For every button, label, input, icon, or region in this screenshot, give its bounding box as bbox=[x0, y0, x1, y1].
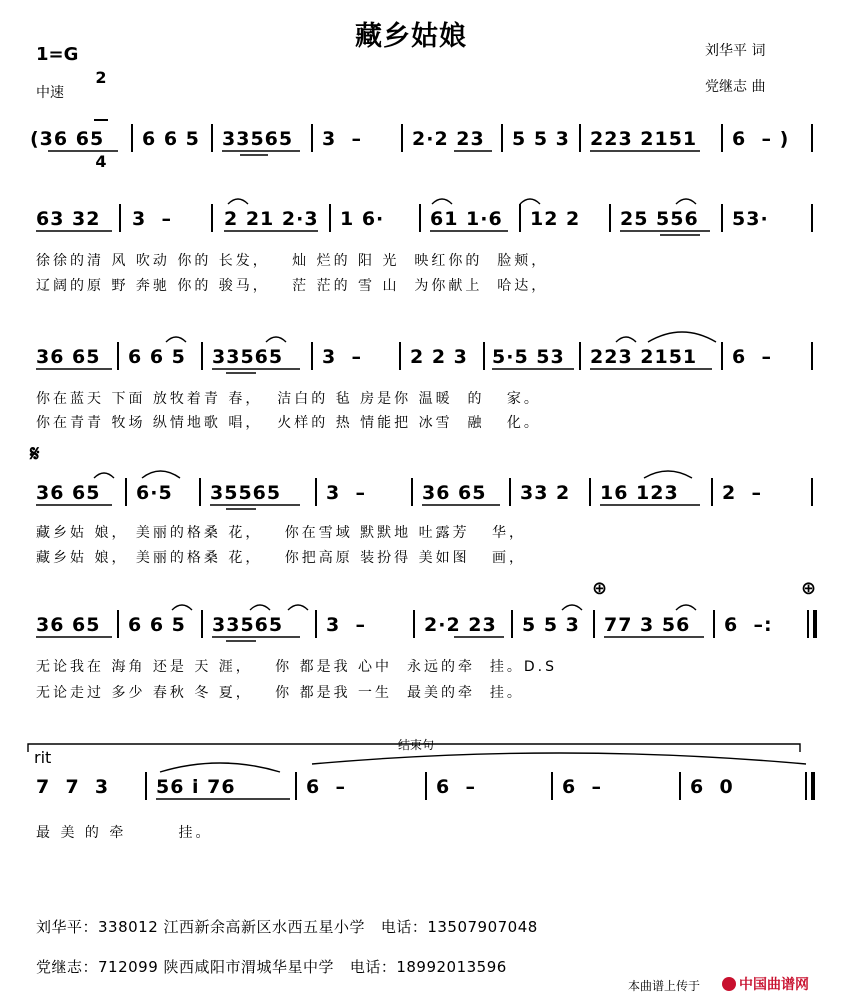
lyric-line-2: 辽阔的原 野 奔驰 你的 骏马， 茫 茫的 雪 山 为你献上 哈达， bbox=[36, 278, 549, 294]
upload-note: 本曲谱上传于 bbox=[628, 979, 701, 993]
lyric-line-2: 你在青青 牧场 纵情地歌 唱， 火样的 热 情能把 冰雪 融 化。 bbox=[36, 415, 541, 431]
measure: 56 i 76 bbox=[156, 776, 236, 798]
measure: 3 – bbox=[322, 346, 362, 368]
measure: 6 – ) bbox=[732, 128, 790, 150]
time-numerator: 2 bbox=[95, 68, 107, 87]
coda-sign: ⊕ bbox=[592, 578, 608, 599]
measure: 3 – bbox=[132, 208, 172, 230]
lyric-line-1: 藏乡姑 娘， 美丽的格桑 花， 你在雪域 默默地 吐露芳 华， bbox=[36, 525, 526, 541]
lyric-line-1: 最 美 的 牵 挂。 bbox=[36, 825, 213, 841]
measure: 35565 bbox=[210, 482, 282, 504]
measure: 5 5 3 bbox=[512, 128, 570, 150]
lyric-line-1: 无论我在 海角 还是 天 涯， 你 都是我 心中 永远的牵 挂。D.S bbox=[36, 659, 557, 675]
rit-marking: rit bbox=[34, 748, 52, 767]
brand-logo[interactable] bbox=[722, 974, 809, 994]
measure: 2·2 23 bbox=[424, 614, 497, 636]
measure: 6 – bbox=[436, 776, 476, 798]
measure: 53· bbox=[732, 208, 769, 230]
measure: 33565 bbox=[212, 346, 284, 368]
measure: 2 2 3 bbox=[410, 346, 468, 368]
measure: 3 – bbox=[326, 482, 366, 504]
measure: 33565 bbox=[222, 128, 294, 150]
measure: 36 65 bbox=[36, 614, 101, 636]
key-signature: 1=G bbox=[36, 44, 79, 65]
contact-line-lyricist: 刘华平：338012 江西新余高新区水西五星小学 电话：13507907048 bbox=[36, 918, 538, 936]
measure: 2 21 2·3 bbox=[224, 208, 319, 230]
lyric-line-1: 徐徐的清 风 吹动 你的 长发， 灿 烂的 阳 光 映红你的 脸颊， bbox=[36, 253, 549, 269]
lyric-line-2: 藏乡姑 娘， 美丽的格桑 花， 你把高原 装扮得 美如图 画， bbox=[36, 550, 526, 566]
time-denominator: 4 bbox=[95, 152, 107, 171]
measure: 3 – bbox=[326, 614, 366, 636]
measure: 61 1·6 bbox=[430, 208, 503, 230]
measure: 6 0 bbox=[690, 776, 734, 798]
lyric-line-1: 你在蓝天 下面 放牧着青 春， 洁白的 毡 房是你 温暖 的 家。 bbox=[36, 391, 541, 407]
segno-sign: 𝄋 bbox=[30, 442, 40, 467]
composer: 党继志 曲 bbox=[705, 79, 766, 95]
measure: 12 2 bbox=[530, 208, 581, 230]
measure: 6·5 bbox=[136, 482, 173, 504]
measure: 25 556 bbox=[620, 208, 699, 230]
measure: 77 3 56 bbox=[604, 614, 691, 636]
ending-phrase-label: 结束句 bbox=[398, 738, 435, 752]
page-title: 藏乡姑娘 bbox=[355, 21, 467, 52]
measure: 7 7 3 bbox=[36, 776, 110, 798]
measure: 2·2 23 bbox=[412, 128, 485, 150]
measure: 63 32 bbox=[36, 208, 101, 230]
measure: 223 2151 bbox=[590, 346, 698, 368]
lyricist: 刘华平 词 bbox=[705, 43, 766, 59]
measure: 1 6· bbox=[340, 208, 385, 230]
measure: 36 65 bbox=[422, 482, 487, 504]
measure: 16 123 bbox=[600, 482, 679, 504]
measure: 2 – bbox=[722, 482, 762, 504]
tempo-marking: 中速 bbox=[36, 85, 64, 101]
measure: 6 6 5 bbox=[128, 346, 186, 368]
brand-icon bbox=[722, 977, 736, 991]
measure: 223 2151 bbox=[590, 128, 698, 150]
measure: 5·5 53 bbox=[492, 346, 565, 368]
coda-sign: ⊕ bbox=[801, 578, 817, 599]
measure: (36 65 bbox=[30, 128, 105, 150]
measure: 6 – bbox=[306, 776, 346, 798]
measure: 3 – bbox=[322, 128, 362, 150]
measure: 33565 bbox=[212, 614, 284, 636]
measure: 6 – bbox=[562, 776, 602, 798]
contact-line-composer: 党继志：712099 陕西咸阳市渭城华星中学 电话：18992013596 bbox=[36, 958, 507, 976]
measure: 6 6 5 bbox=[142, 128, 200, 150]
measure: 6 – bbox=[732, 346, 772, 368]
brand-name: 中国曲谱网 bbox=[739, 977, 809, 993]
measure: 6 –: bbox=[724, 614, 773, 636]
lyric-line-2: 无论走过 多少 春秋 冬 夏， 你 都是我 一生 最美的牵 挂。 bbox=[36, 685, 524, 701]
measure: 6 6 5 bbox=[128, 614, 186, 636]
measure: 5 5 3 bbox=[522, 614, 580, 636]
measure: 36 65 bbox=[36, 482, 101, 504]
measure: 33 2 bbox=[520, 482, 571, 504]
measure: 36 65 bbox=[36, 346, 101, 368]
